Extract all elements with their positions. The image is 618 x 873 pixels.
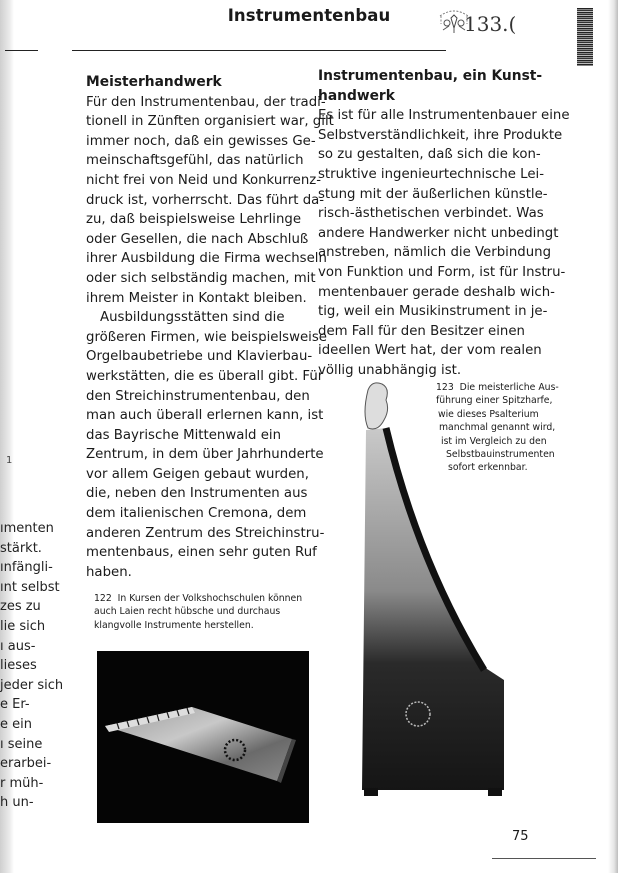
text-line: zes zu (0, 599, 41, 615)
text-line: Ausbildungsstätten sind die (100, 310, 285, 326)
text-line: werkstätten, die es überall gibt. Für (86, 368, 324, 384)
caption-line: führung einer Spitzharfe, (436, 395, 553, 407)
page-number: 75 (512, 829, 529, 844)
text-line: stärkt. (0, 540, 42, 556)
text-line: nicht frei von Neid und Konkurrenz- (86, 172, 322, 188)
text-line: Orgelbaubetriebe und Klavierbau- (86, 349, 313, 365)
text-line: erarbei- (0, 756, 52, 772)
figure-number: 123 (436, 382, 454, 393)
text-line: ideellen Wert hat, der vom realen (318, 343, 542, 359)
text-line: so zu gestalten, daß sich die kon- (318, 147, 541, 163)
handwritten-number: 133.( (464, 12, 517, 36)
text-line: h un- (0, 795, 34, 811)
text-line: e ein (0, 716, 32, 732)
text-line: lie sich (0, 618, 46, 634)
text-line: oder sich selbständig machen, mit (86, 270, 316, 286)
page-edge-shadow (608, 0, 618, 873)
footer-rule (492, 858, 596, 859)
text-line: zu, daß beispielsweise Lehrlinge (86, 212, 302, 228)
text-line: ımenten (0, 521, 54, 536)
text-line: Selbstverständlichkeit, ihre Produkte (318, 127, 563, 143)
text-line: andere Handwerker nicht unbedingt (318, 225, 559, 241)
text-line: ınt selbst (0, 579, 60, 595)
caption-line: Selbstbauinstrumenten (446, 449, 555, 461)
caption-line: klangvolle Instrumente herstellen. (94, 619, 254, 631)
section-heading: handwerk (318, 87, 395, 104)
text-line: völlig unabhängig ist. (318, 362, 462, 378)
text-line: immer noch, daß ein gewisses Ge- (86, 133, 316, 149)
text-line: risch-ästhetischen verbindet. Was (318, 206, 544, 222)
text-line: größeren Firmen, wie beispielsweise (86, 329, 327, 345)
text-line: anderen Zentrum des Streichinstru- (86, 525, 325, 541)
caption-line: sofort erkennbar. (448, 462, 528, 474)
text-line: ihrem Meister in Kontakt bleiben. (86, 290, 307, 306)
text-line: tig, weil ein Musikinstrument in je- (318, 304, 548, 320)
text-line: lieses (0, 658, 37, 674)
text-line: Zentrum, in dem über Jahrhunderte (86, 447, 324, 463)
text-line: ınfängli- (0, 560, 53, 576)
caption-line: Die meisterliche Aus- (459, 382, 559, 393)
text-line: druck ist, vorherrscht. Das führt da- (86, 192, 325, 208)
text-line: jeder sich (0, 677, 64, 693)
text-line: r müh- (0, 775, 44, 791)
page-title: Instrumentenbau (227, 6, 391, 25)
text-line: das Bayrische Mittenwald ein (86, 427, 282, 443)
caption-line: ist im Vergleich zu den (441, 435, 547, 447)
text-line: e Er- (0, 697, 30, 713)
figure-number: 122 (94, 593, 112, 604)
text-line: man auch überall erlernen kann, ist (86, 408, 324, 424)
stray-mark: 1 (6, 455, 13, 466)
section-heading: Meisterhandwerk (86, 74, 222, 90)
left-column (86, 73, 334, 582)
caption-line: manchmal genannt wird, (439, 422, 556, 434)
text-line: oder Gesellen, die nach Abschluß (86, 231, 309, 247)
text-line: die, neben den Instrumenten aus (86, 486, 308, 502)
text-line: mentenbaus, einen sehr guten Ruf (86, 545, 317, 561)
text-line: Es ist für alle Instrumentenbauer eine (318, 108, 570, 124)
text-line: anstreben, nämlich die Verbindung (318, 245, 552, 261)
text-line: ihrer Ausbildung die Firma wechseln (86, 251, 327, 267)
text-line: Für den Instrumentenbau, der tradi- (86, 94, 326, 110)
text-line: struktive ingenieurtechnische Lei- (318, 166, 545, 182)
figure-122-caption (94, 592, 302, 632)
text-line: meinschaftsgefühl, das natürlich (86, 153, 304, 169)
text-line: dem italienischen Cremona, dem (86, 506, 307, 522)
section-heading: Instrumentenbau, ein Kunst- (318, 68, 543, 84)
figure-123-caption (436, 381, 559, 475)
text-line: tionell in Zünften organisiert war, gilt (86, 114, 334, 130)
caption-line: In Kursen der Volkshochschulen können (117, 593, 303, 604)
caption-line: wie dieses Psalterium (438, 408, 539, 420)
zither-photo (97, 651, 309, 823)
text-line: den Streichinstrumentenbau, den (86, 388, 310, 404)
text-line: ı seine (0, 736, 43, 752)
text-line: vor allem Geigen gebaut wurden, (86, 466, 309, 482)
text-line: haben. (86, 564, 132, 580)
text-line: von Funktion und Form, ist für Instru- (318, 264, 566, 280)
text-line: stung mit der äußerlichen künstle- (318, 186, 548, 202)
header-rule (72, 50, 446, 51)
right-column (318, 67, 570, 381)
header-rule-left (5, 50, 38, 51)
caption-line: auch Laien recht hübsche und durchaus (94, 606, 281, 618)
text-line: ı aus- (0, 638, 36, 654)
text-line: dem Fall für den Besitzer einen (318, 323, 525, 339)
facing-page-text (0, 519, 63, 813)
text-line: mentenbauer gerade deshalb wich- (318, 284, 555, 300)
